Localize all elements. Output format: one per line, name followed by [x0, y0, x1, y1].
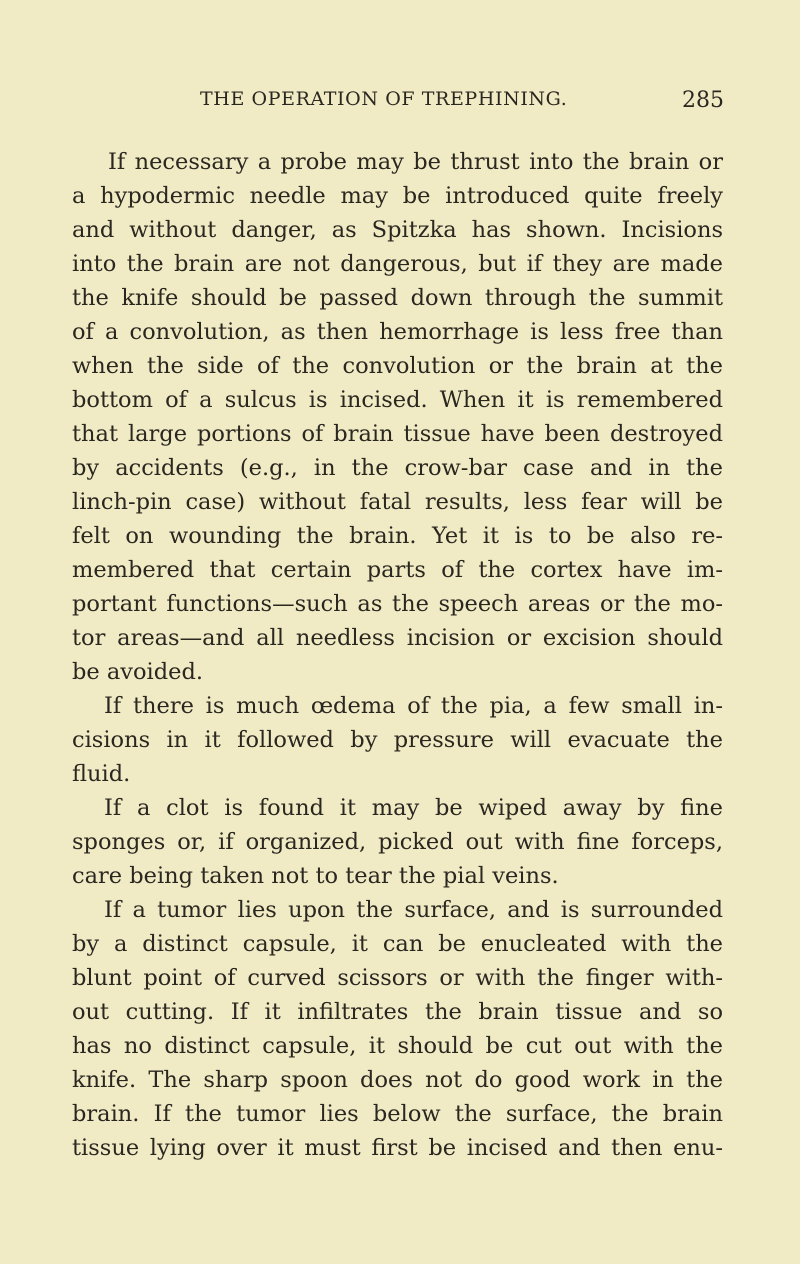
text-line: and without danger, as Spitzka has shown. Incisions — [72, 217, 723, 243]
text-line: of a convolution, as then hemorrhage is less free than — [72, 319, 723, 345]
text-line: out cutting. If it infiltrates the brain tissue and so — [72, 999, 723, 1025]
text-line: If a clot is found it may be wiped away by fine — [104, 795, 723, 821]
text-line: If a tumor lies upon the surface, and is surrounded — [104, 897, 723, 923]
text-line: by accidents (e.g., in the crow-bar case and in the — [72, 455, 723, 481]
text-line: tissue lying over it must first be incised and then enu- — [72, 1135, 723, 1161]
text-line: brain. If the tumor lies below the surface, the brain — [72, 1101, 723, 1127]
text-line: linch-pin case) without fatal results, less fear will be — [72, 489, 723, 515]
text-line: portant functions—such as the speech areas or the mo- — [72, 591, 723, 617]
text-line: be avoided. — [72, 659, 204, 685]
text-line: that large portions of brain tissue have been destroyed — [72, 421, 723, 447]
text-line: care being taken not to tear the pial veins. — [72, 863, 559, 889]
text-line: when the side of the convolution or the brain at the — [72, 353, 723, 379]
text-line: has no distinct capsule, it should be cut out with the — [72, 1033, 723, 1059]
text-line: If necessary a probe may be thrust into the brain or — [108, 149, 723, 175]
text-line: blunt point of curved scissors or with the finger with- — [72, 965, 723, 991]
text-line: If there is much œdema of the pia, a few small in- — [104, 693, 723, 719]
text-line: tor areas—and all needless incision or excision should — [72, 625, 723, 651]
text-line: membered that certain parts of the cortex have im- — [72, 557, 723, 583]
text-line: a hypodermic needle may be introduced quite freely — [72, 183, 723, 209]
text-line: knife. The sharp spoon does not do good work in the — [72, 1067, 723, 1093]
text-line: sponges or, if organized, picked out with fine forceps, — [72, 829, 723, 855]
text-line: by a distinct capsule, it can be enucleated with the — [72, 931, 723, 957]
running-title: THE OPERATION OF TREPHINING. — [200, 88, 568, 110]
text-line: the knife should be passed down through the summit — [72, 285, 723, 311]
text-line: felt on wounding the brain. Yet it is to be also re- — [72, 523, 723, 549]
text-line: fluid. — [72, 761, 131, 787]
text-line: cisions in it followed by pressure will evacuate the — [72, 727, 723, 753]
running-head — [72, 88, 724, 118]
text-line: into the brain are not dangerous, but if they are made — [72, 251, 723, 277]
page-number: 285 — [682, 88, 724, 113]
text-line: bottom of a sulcus is incised. When it is remembered — [72, 387, 723, 413]
